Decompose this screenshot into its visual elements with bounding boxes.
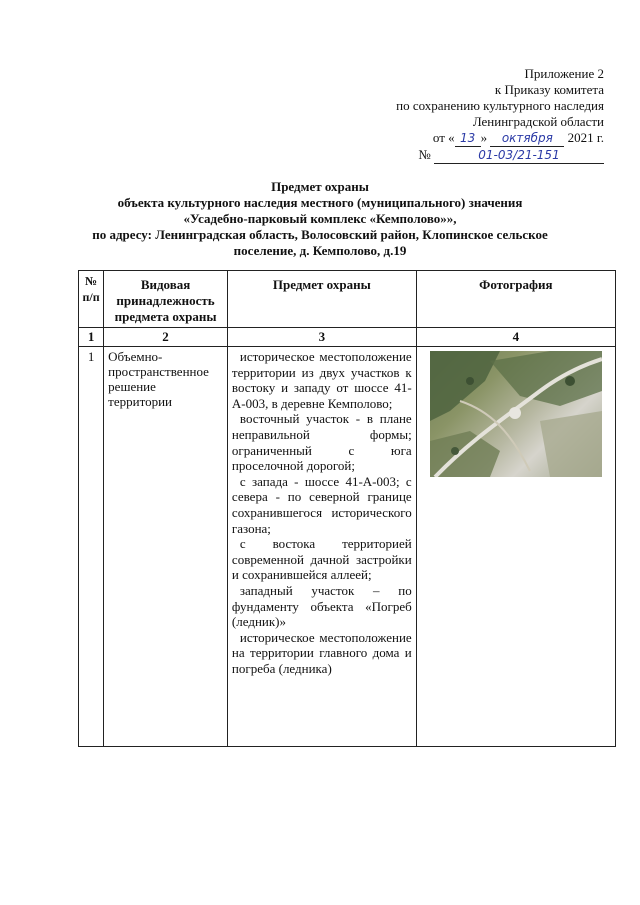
appendix-header bbox=[396, 66, 604, 164]
header-photo: Фотография bbox=[416, 271, 615, 328]
committee-name: по сохранению культурного наследия bbox=[396, 98, 604, 113]
subject-paragraph: восточный участок - в плане неправильной формы; ограниченный с юга проселочной дорогой; bbox=[231, 411, 412, 474]
header-type: Видовая принадлежность предмета охраны bbox=[104, 271, 228, 328]
subject-paragraph: с запада - шоссе 41-А-003; с севера - по северной границе сохранившегося исторического газона; bbox=[231, 473, 412, 536]
order-number: № 01-03/21-151 bbox=[396, 147, 604, 164]
column-number: 1 bbox=[79, 328, 104, 347]
date-month: октября bbox=[490, 130, 564, 147]
row-subject bbox=[227, 347, 416, 747]
subject-paragraph: историческое местоположение территории из двух участков к востоку и западу от шоссе 41-А-003, в деревне Кемполово; bbox=[231, 349, 412, 411]
date-day: 13 bbox=[455, 130, 481, 147]
order-date: от « 13 » октября 2021 г. bbox=[432, 130, 604, 145]
subject-paragraph: западный участок – по фундаменту объекта «Погреб (ледник)» bbox=[231, 582, 412, 630]
title-line-3: «Усадебно-парковый комплекс «Кемполово»», bbox=[183, 211, 457, 226]
header-number: № п/п bbox=[79, 271, 104, 328]
header-subject: Предмет охраны bbox=[227, 271, 416, 328]
protection-subject-table bbox=[78, 270, 616, 747]
title-line-4: по адресу: Ленинградская область, Волосовский район, Клопинское сельское bbox=[92, 227, 548, 242]
appendix-label: Приложение 2 bbox=[524, 66, 604, 81]
title-line-1: Предмет охраны bbox=[271, 179, 369, 194]
order-number-value: 01-03/21-151 bbox=[434, 147, 604, 164]
subject-paragraph: с востока территорией современной дачной застройки и сохранившейся аллеей; bbox=[231, 536, 412, 583]
row-number: 1 bbox=[79, 347, 104, 747]
order-reference: к Приказу комитета bbox=[494, 82, 604, 97]
table-header-row bbox=[79, 271, 616, 328]
title-line-5: поселение, д. Кемполово, д.19 bbox=[233, 243, 407, 258]
column-number: 2 bbox=[104, 328, 228, 347]
subject-paragraph: историческое местоположение на территории главного дома и погреба (ледника) bbox=[231, 629, 412, 676]
title-line-2: объекта культурного наследия местного (муниципального) значения bbox=[117, 195, 523, 210]
row-photo bbox=[416, 347, 615, 747]
document-title bbox=[40, 179, 600, 259]
row-type: Объемно-пространственное решение территории bbox=[104, 347, 228, 747]
table-row bbox=[79, 347, 616, 747]
column-number: 3 bbox=[227, 328, 416, 347]
column-number: 4 bbox=[416, 328, 615, 347]
aerial-photo bbox=[430, 351, 602, 477]
date-year: 2021 г. bbox=[567, 130, 604, 145]
region-name: Ленинградской области bbox=[472, 114, 604, 129]
table-column-numbers bbox=[79, 328, 616, 347]
